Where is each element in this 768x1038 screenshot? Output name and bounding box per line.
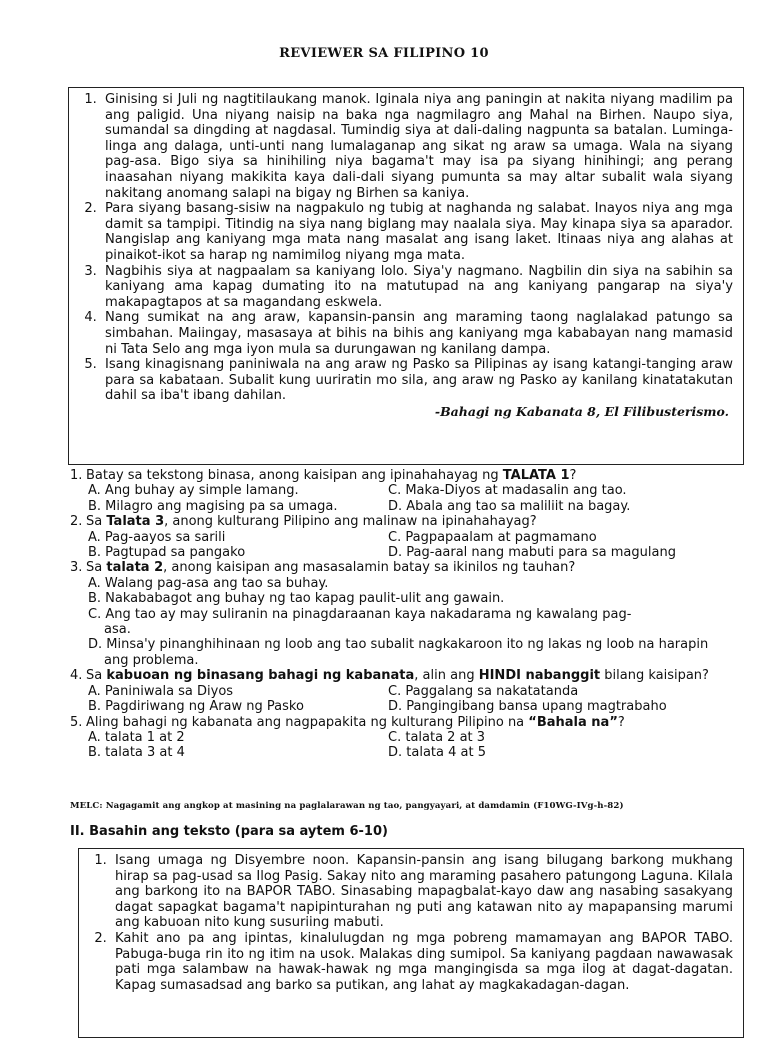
choice-c[interactable]: C. Pagpapaalam at pagmamano bbox=[388, 529, 597, 545]
choice-b[interactable]: B. talata 3 at 4 bbox=[88, 745, 185, 761]
stem-emphasis: HINDI nabanggit bbox=[478, 668, 601, 684]
stem-emphasis: talata 2 bbox=[106, 560, 164, 576]
choice-b[interactable]: B. Pagtupad sa pangako bbox=[88, 545, 246, 561]
stem-text: Sa bbox=[86, 668, 107, 684]
choice-c[interactable]: C. Paggalang sa nakatatanda bbox=[388, 683, 579, 699]
question-stem bbox=[86, 468, 760, 483]
question-4 bbox=[70, 668, 760, 683]
paragraph-2: 2. Para siyang basang-sisiw na nagpakulo ng tubig at naghanda ng salabat. Inayos niya ang mga damit sa tampipi. Titindig na siya nang biglang may naalala siya. May kinapa siya sa aparador. Nangislap ang kaniyang mga mata nang masalat ang isang laket. Itinaas niya ang alahas at pinaikot-ikot sa harap ng namimilog niyang mga mata. bbox=[101, 201, 733, 263]
question-3-choices bbox=[70, 576, 760, 668]
choice-b[interactable]: B. Pagdiriwang ng Araw ng Pasko bbox=[88, 699, 304, 715]
passage-2-paragraphs bbox=[91, 853, 733, 993]
question-number: 1. bbox=[70, 468, 83, 483]
stem-text: , anong kaisipan ang masasalamin batay sa ikinilos ng tauhan? bbox=[163, 560, 576, 576]
page-title: REVIEWER SA FILIPINO 10 bbox=[279, 46, 489, 61]
passage-1-paragraphs bbox=[81, 92, 733, 404]
question-number: 5. bbox=[70, 714, 83, 730]
question-stem bbox=[86, 715, 760, 730]
choice-c[interactable]: C. Ang tao ay may suliranin na pinagdaraanan kaya nakadarama ng kawalang pag-asa. bbox=[88, 606, 632, 638]
choice-d[interactable]: D. talata 4 at 5 bbox=[388, 745, 486, 761]
choice-a[interactable]: A. Ang buhay ay simple lamang. bbox=[88, 483, 299, 499]
question-number: 2. bbox=[70, 514, 83, 530]
choice-a[interactable]: A. Pag-aayos sa sarili bbox=[88, 529, 226, 545]
choice-a[interactable]: A. talata 1 at 2 bbox=[88, 729, 185, 745]
section-2-heading: II. Basahin ang teksto (para sa aytem 6-10) bbox=[70, 824, 388, 839]
melc-note: MELC: Nagagamit ang angkop at masining na paglalarawan ng tao, pangyayari, at damdamin (F10WG-IVg-h-82) bbox=[70, 801, 624, 811]
question-number: 4. bbox=[70, 668, 83, 684]
choice-c[interactable]: C. Maka-Diyos at madasalin ang tao. bbox=[388, 483, 627, 499]
question-2 bbox=[70, 514, 760, 529]
choice-d[interactable]: D. Minsa'y pinanghihinaan ng loob ang tao subalit nagkakaroon ito ng lakas ng loob na harapin ang problema. bbox=[88, 637, 709, 668]
question-5 bbox=[70, 715, 760, 730]
choice-b[interactable]: B. Milagro ang magising pa sa umaga. bbox=[88, 498, 338, 514]
choice-c[interactable]: C. talata 2 at 3 bbox=[388, 729, 486, 745]
stem-emphasis: TALATA 1 bbox=[502, 468, 570, 483]
question-stem bbox=[86, 514, 760, 529]
stem-text: bilang kaisipan? bbox=[600, 668, 709, 684]
stem-text: ? bbox=[569, 468, 577, 483]
stem-emphasis: Talata 3 bbox=[106, 514, 165, 530]
stem-emphasis: “Bahala na” bbox=[528, 714, 618, 730]
stem-text: , alin ang bbox=[414, 668, 479, 684]
stem-text: ? bbox=[617, 714, 625, 730]
choice-d[interactable]: D. Pangingibang bansa upang magtrabaho bbox=[388, 699, 667, 715]
choice-b[interactable]: B. Nakababagot ang buhay ng tao kapag paulit-ulit ang gawain. bbox=[88, 591, 505, 607]
choice-a[interactable]: A. Walang pag-asa ang tao sa buhay. bbox=[88, 575, 329, 591]
stem-text: Batay sa tekstong binasa, anong kaisipan ang ipinahahayag ng bbox=[86, 468, 503, 483]
paragraph-4: 4. Nang sumikat na ang araw, kapansin-pansin ang maraming taong naglalakad patungo sa simbahan. Maiingay, masasaya at bihis na bihis ang kaniyang mga kababayan nang mamasid ni Tata Selo ang mga iyon mula sa durungawan ng kanilang dampa. bbox=[101, 310, 733, 357]
stem-text: Sa bbox=[86, 560, 107, 576]
passage-1-source: -Bahagi ng Kabanata 8, El Filibusterismo. bbox=[434, 403, 729, 419]
stem-emphasis: kabuoan ng binasang bahagi ng kabanata bbox=[106, 668, 415, 684]
paragraph-2: 2. Kahit ano pa ang ipintas, kinalulugdan ng mga pobreng mamamayan ang BAPOR TABO. Pabuga-buga rin ito ng itim na usok. Malakas ding sumipol. Sa kaniyang pagdaan nawawasak pati mga salambaw na hawak-hawak ng mga mangingisda sa mga ilog at dagat-dagatan. Kapag sumasadsad ang barko sa putikan, ang lahat ay magkakadagan-dagan. bbox=[111, 931, 733, 993]
question-1 bbox=[70, 468, 760, 483]
paragraph-5: 5. Isang kinagisnang paniniwala na ang araw ng Pasko sa Pilipinas ay isang katangi-tanging araw para sa kabataan. Subalit kung uuriratin mo sila, ang araw ng Pasko ay kanilang kinatatakutan dahil sa iba't ibang dahilan. bbox=[101, 357, 733, 404]
stem-text: , anong kulturang Pilipino ang malinaw na ipinahahayag? bbox=[164, 514, 537, 530]
question-number: 3. bbox=[70, 560, 83, 576]
passage-1-box bbox=[68, 87, 744, 465]
paragraph-1: 1. Ginising si Juli ng nagtitilaukang manok. Iginala niya ang paningin at nakita niyang madilim pa ang paligid. Una niyang naisip na baka nga nagmilagro ang Mahal na Birhen. Naupo siya, sumandal sa dingding at nagdasal. Tumindig siya at dali-daling nagpunta sa batalan. Luminga-linga ang dalaga, unti-unti nang lumalaganap ang sikat ng araw sa umaga. Wala na siyang pag-asa. Bigo siya sa hinihiling niya bagama't may isa pa siyang hinihingi; ang perang inaasahan niyang makikita kaya dali-dali siyang pumunta sa may altar subalit wala siyang nakitang anomang salapi na bigay ng Birhen sa kaniya. bbox=[101, 92, 733, 201]
choice-d[interactable]: D. Abala ang tao sa maliliit na bagay. bbox=[388, 498, 631, 514]
question-5-choices bbox=[70, 730, 760, 761]
question-3 bbox=[70, 560, 760, 575]
question-stem bbox=[86, 668, 760, 683]
paragraph-3: 3. Nagbihis siya at nagpaalam sa kaniyang lolo. Siya'y nagmano. Nagbilin din siya na sabihin sa kaniyang ama kapag dumating ito na matutupad na ang kaniyang pangarap na siya'y makapagtapos at sa magandang eskwela. bbox=[101, 264, 733, 311]
question-stem bbox=[86, 560, 760, 575]
stem-text: Sa bbox=[86, 514, 107, 530]
choice-a[interactable]: A. Paniniwala sa Diyos bbox=[88, 683, 234, 699]
paragraph-1: 1. Isang umaga ng Disyembre noon. Kapansin-pansin ang isang bilugang barkong mukhang hirap sa pag-usad sa Ilog Pasig. Sakay nito ang maraming pasahero patungong Laguna. Kilala ang barkong ito na BAPOR TABO. Sinasabing mapagbalat-kayo daw ang nasabing sasakyang dagat sapagkat bagama't napipinturahan ng puti ang katawan nito ay mapapansing marumi ang kabuoan nito kung susuriing mabuti. bbox=[111, 853, 733, 931]
question-4-choices bbox=[70, 684, 760, 715]
stem-text: Aling bahagi ng kabanata ang nagpapakita ng kulturang Pilipino na bbox=[86, 714, 529, 730]
passage-2-box bbox=[78, 848, 744, 1038]
question-list bbox=[70, 468, 760, 761]
choice-d[interactable]: D. Pag-aaral nang mabuti para sa magulang bbox=[388, 545, 676, 561]
question-1-choices bbox=[70, 483, 760, 514]
question-2-choices bbox=[70, 530, 760, 561]
